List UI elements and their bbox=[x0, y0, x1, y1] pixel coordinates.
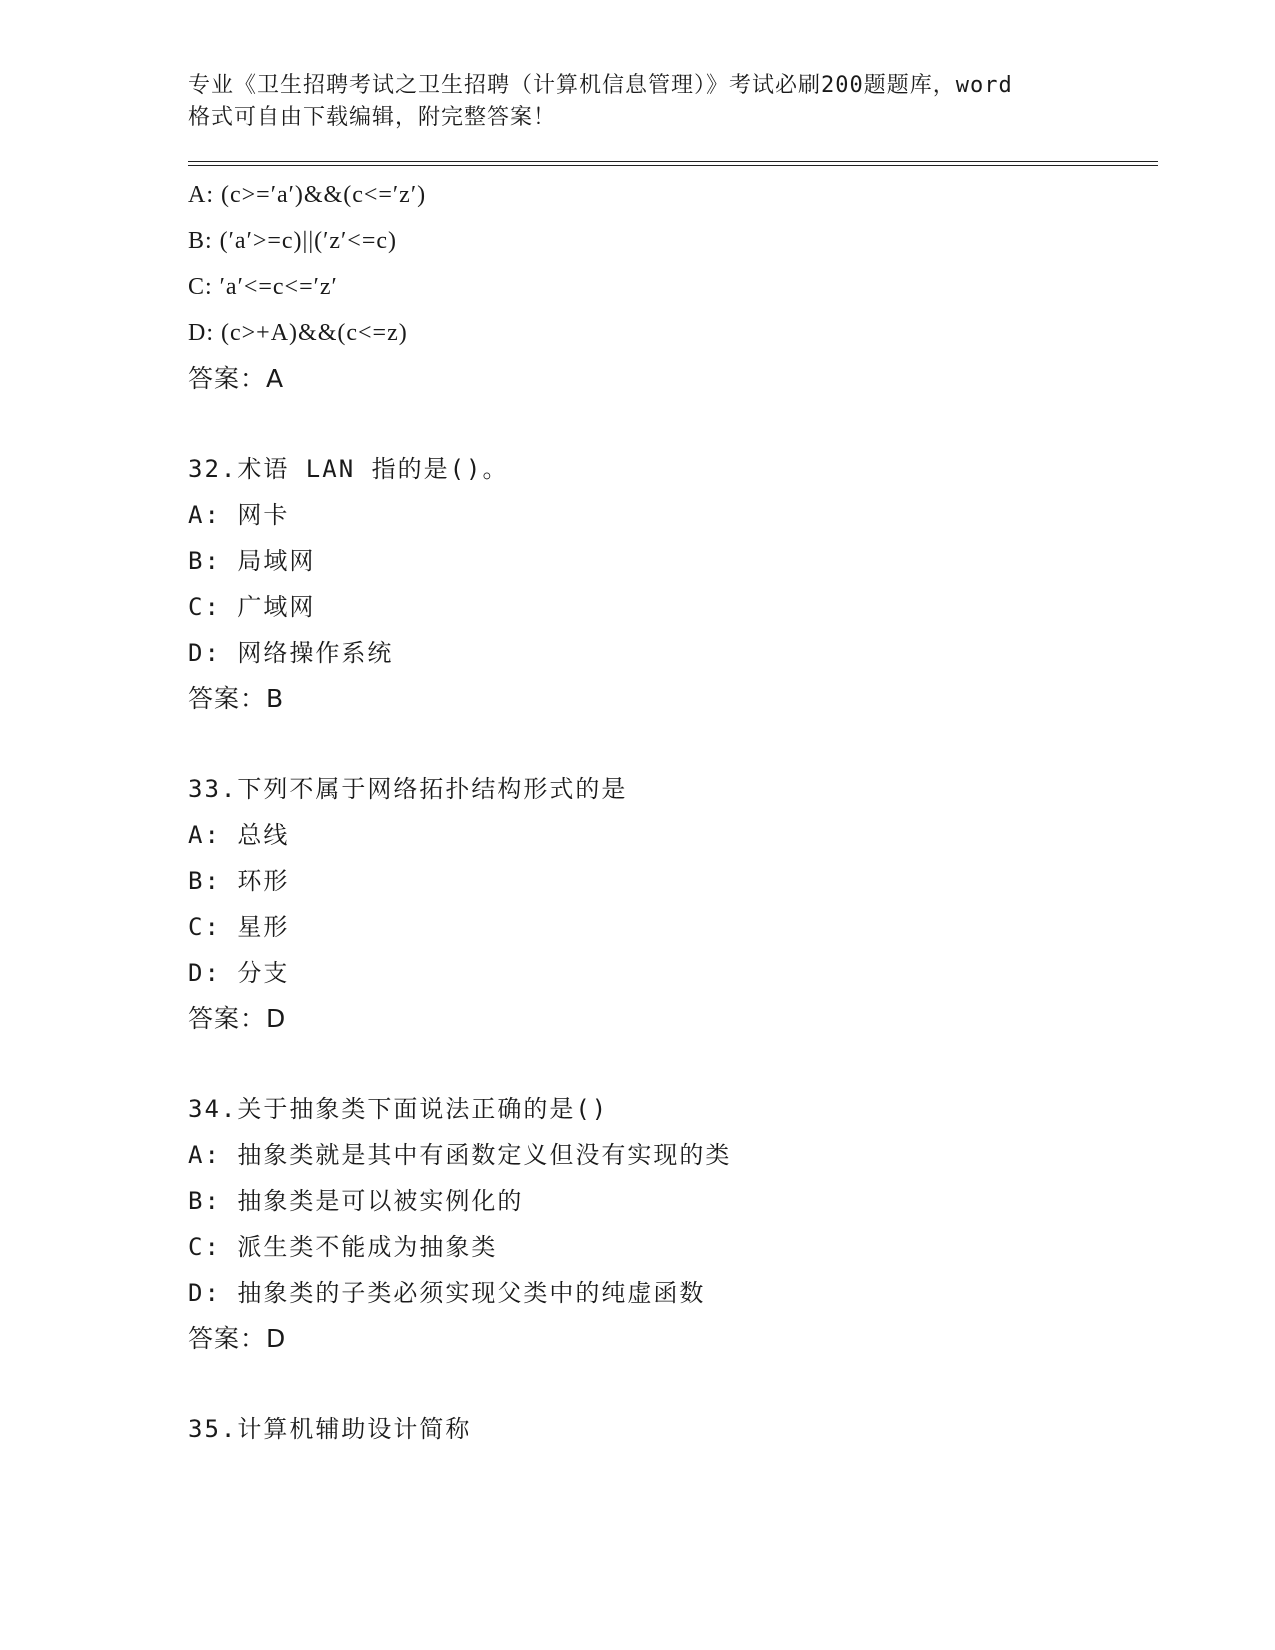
question-32-block bbox=[188, 446, 1158, 722]
question-33-option-c: C: 星形 bbox=[188, 913, 290, 941]
question-31-option-b: B: (′a′>=c)||(′z′<=c) bbox=[188, 228, 398, 254]
question-33-text: 33.下列不属于网络拓扑结构形式的是 bbox=[188, 775, 628, 803]
question-31-answer: 答案：A bbox=[188, 364, 285, 393]
question-34-block bbox=[188, 1086, 1158, 1362]
question-34-option-c: C: 派生类不能成为抽象类 bbox=[188, 1233, 498, 1261]
question-32-option-c: C: 广域网 bbox=[188, 593, 316, 621]
question-35-block bbox=[188, 1406, 1158, 1452]
document-title-line-2: 格式可自由下载编辑，附完整答案！ bbox=[188, 105, 557, 130]
spacer bbox=[188, 1042, 1158, 1086]
spacer bbox=[188, 1362, 1158, 1406]
question-34-answer: 答案：D bbox=[188, 1324, 287, 1353]
question-33-answer: 答案：D bbox=[188, 1004, 287, 1033]
document-page bbox=[188, 70, 1158, 1452]
question-32-answer: 答案：B bbox=[188, 684, 285, 713]
question-32-option-a: A: 网卡 bbox=[188, 501, 290, 529]
question-34-option-d: D: 抽象类的子类必须实现父类中的纯虚函数 bbox=[188, 1279, 706, 1307]
question-34-option-a: A: 抽象类就是其中有函数定义但没有实现的类 bbox=[188, 1141, 732, 1169]
spacer bbox=[188, 402, 1158, 446]
question-33-option-d: D: 分支 bbox=[188, 959, 290, 987]
question-32-option-b: B: 局域网 bbox=[188, 547, 316, 575]
question-31-option-d: D: (c>+A)&&(c<=z) bbox=[188, 320, 408, 346]
question-35-text: 35.计算机辅助设计简称 bbox=[188, 1415, 472, 1443]
question-32-option-d: D: 网络操作系统 bbox=[188, 639, 394, 667]
header-divider bbox=[188, 161, 1158, 166]
document-title-line-1: 专业《卫生招聘考试之卫生招聘（计算机信息管理）》考试必刷200题题库，word bbox=[188, 73, 1013, 98]
question-34-option-b: B: 抽象类是可以被实例化的 bbox=[188, 1187, 524, 1215]
question-33-option-b: B: 环形 bbox=[188, 867, 290, 895]
question-31-option-a: A: (c>=′a′)&&(c<=′z′) bbox=[188, 182, 427, 208]
question-33-block bbox=[188, 766, 1158, 1042]
question-33-option-a: A: 总线 bbox=[188, 821, 290, 849]
spacer bbox=[188, 722, 1158, 766]
question-31-option-c: C: ′a′<=c<=′z′ bbox=[188, 274, 338, 300]
question-34-text: 34.关于抽象类下面说法正确的是() bbox=[188, 1095, 609, 1123]
question-32-text: 32.术语 LAN 指的是()。 bbox=[188, 455, 509, 483]
question-31-block bbox=[188, 172, 1158, 402]
